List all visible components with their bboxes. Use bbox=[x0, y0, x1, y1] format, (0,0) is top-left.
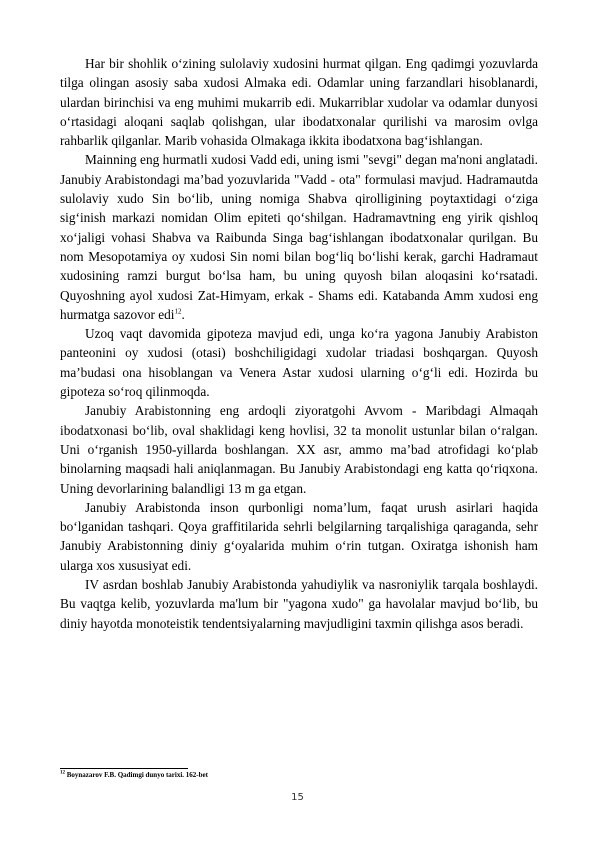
footnote-number: 12 bbox=[60, 770, 65, 776]
page-number: 15 bbox=[291, 792, 304, 803]
paragraph-1: Har bir shohlik o‘zining sulolaviy xudosini hurmat qilgan. Eng qadimgi yozuvlarda tilga olingan asosiy saba xudosi Almaka edi. Odamlar uning farzandlari hisoblanardi, ulardan birinchisi va eng muhimi mukarrib edi. Mukarriblar xudolar va odamlar dunyosi o‘rtasidagi aloqani saqlab qolishgan, ular ibodatxonalar qurilishi va marosim ovlga rahbarlik qilganlar. Marib vohasida Olmakaga ikkita ibodatxona bag‘ishlangan. bbox=[60, 56, 538, 149]
footnote bbox=[60, 771, 208, 780]
body-text bbox=[60, 54, 538, 633]
footnote-text: Boynazarov F.B. Qadimgi dunyo tarixi. 162-bet bbox=[65, 771, 208, 779]
footnote-reference[interactable]: 12 bbox=[174, 307, 182, 316]
paragraph-5: Janubiy Arabistonda inson qurbonligi noma’lum, faqat urush asirlari haqida bo‘lganidan tashqari. Qoya graffitilarida sehrli belgilarning tarqalishiga qaraganda, sehr Janubiy Arabistonning diniy g‘oyalarida muhim o‘rin tutgan. Oxiratga ishonish ham ularga xos xususiyat edi. bbox=[60, 499, 538, 573]
paragraph-2 bbox=[60, 150, 538, 324]
paragraph-6: IV asrdan boshlab Janubiy Arabistonda yahudiylik va nasroniylik tarqala boshlaydi. Bu vaqtga kelib, yozuvlarda ma'lum bir "yagona xudo" ga havolalar mavjud bo‘lib, bu diniy hayotda monoteistik tendentsiyalarning mavjudligini taxmin qilishga asos beradi. bbox=[60, 577, 538, 631]
paragraph-2-end: . bbox=[181, 306, 185, 322]
footnote-divider bbox=[60, 768, 188, 769]
paragraph-2-text: Mainning eng hurmatli xudosi Vadd edi, uning ismi "sevgi" degan ma'noni anglatadi. Janubiy Arabistondagi ma’bad yozuvlarida "Vadd - ota" formulasi mavjud. Hadramautda sulolaviy xudo Sin bo‘lib, uning nomiga Shabva qirolligining poytaxtidagi o‘ziga sig‘inish markazi nomidan Olim epiteti qo‘shilgan. Hadramavtning eng yirik qishloq xo‘jaligi vohasi Shabva va Raibunda Singa bag‘ishlangan ibodatxonalar qurilgan. Bu nom Mesopotamiya oy xudosi Sin nomi bilan bog‘liq bo‘lishi kerak, garchi Hadramaut xudosining ramzi burgut bo‘lsa ham, bu uning quyosh bilan aloqasini ko‘rsatadi. Quyoshning ayol xudosi Zat-Himyam, erkak - Shams edi. Katabanda Amm xudosi eng hurmatga sazovor edi bbox=[60, 152, 538, 322]
paragraph-3: Uzoq vaqt davomida gipoteza mavjud edi, unga ko‘ra yagona Janubiy Arabiston panteonini oy xudosi (otasi) boshchiligidagi xudolar triadasi boshqargan. Quyosh ma’budasi ona hisoblangan va Venera Astar xudosi ularning o‘g‘li edi. Hozirda bu gipoteza so‘roq qilinmoqda. bbox=[60, 326, 538, 400]
paragraph-4: Janubiy Arabistonning eng ardoqli ziyoratgohi Avvom - Maribdagi Almaqah ibodatxonasi bo‘lib, oval shaklidagi keng hovlisi, 32 ta monolit ustunlar bilan o‘ralgan. Uni o‘rganish 1950-yillarda boshlangan. XX asr, ammo ma’bad atrofidagi ko‘plab binolarning maqsadi hali aniqlanmagan. Bu Janubiy Arabistondagi eng katta qo‘riqxona. Uning devorlarining balandligi 13 m ga etgan. bbox=[60, 403, 538, 496]
